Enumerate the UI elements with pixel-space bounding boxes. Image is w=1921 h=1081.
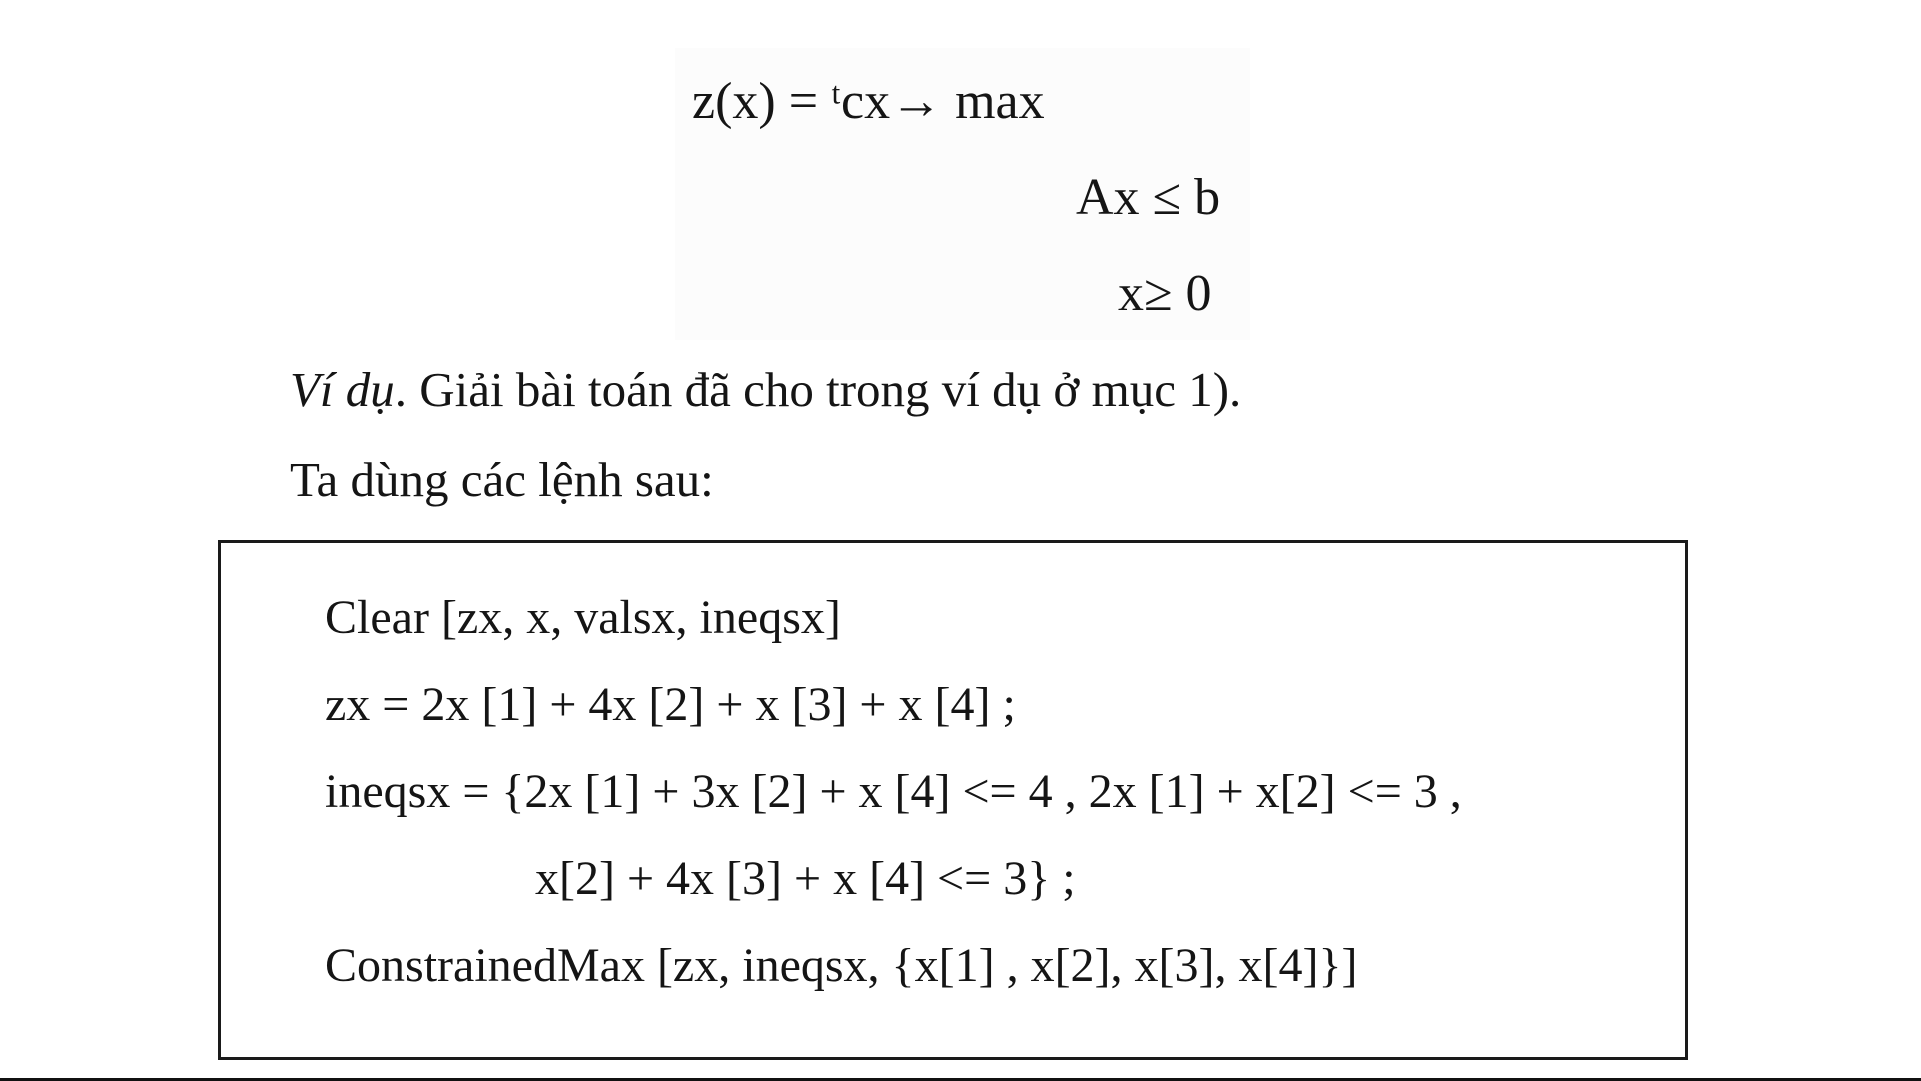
example-label: Ví dụ [290, 362, 395, 417]
constraint-inequality: Ax ≤ b [1076, 169, 1221, 226]
example-paragraph [290, 360, 1241, 420]
code-line-inequalities: ineqsx = {2x [1] + 3x [2] + x [4] <= 4 , 2x [1] + x[2] <= 3 , [325, 765, 1462, 818]
code-line-clear: Clear [zx, x, valsx, ineqsx] [325, 591, 841, 644]
constraint-nonnegativity: x≥ 0 [1118, 265, 1212, 322]
code-line-constrainedmax: ConstrainedMax [zx, ineqsx, {x[1] , x[2], x[3], x[4]}] [325, 939, 1358, 992]
example-text: . Giải bài toán đã cho trong ví dụ ở mục 1). [394, 362, 1242, 417]
code-line-objective: zx = 2x [1] + 4x [2] + x [3] + x [4] ; [325, 678, 1016, 731]
command-intro: Ta dùng các lệnh sau: [290, 452, 714, 507]
objective-function: z(x) = ᵗcx→ max [692, 73, 1045, 130]
code-line-inequalities-continued: x[2] + 4x [3] + x [4] <= 3} ; [535, 852, 1076, 905]
